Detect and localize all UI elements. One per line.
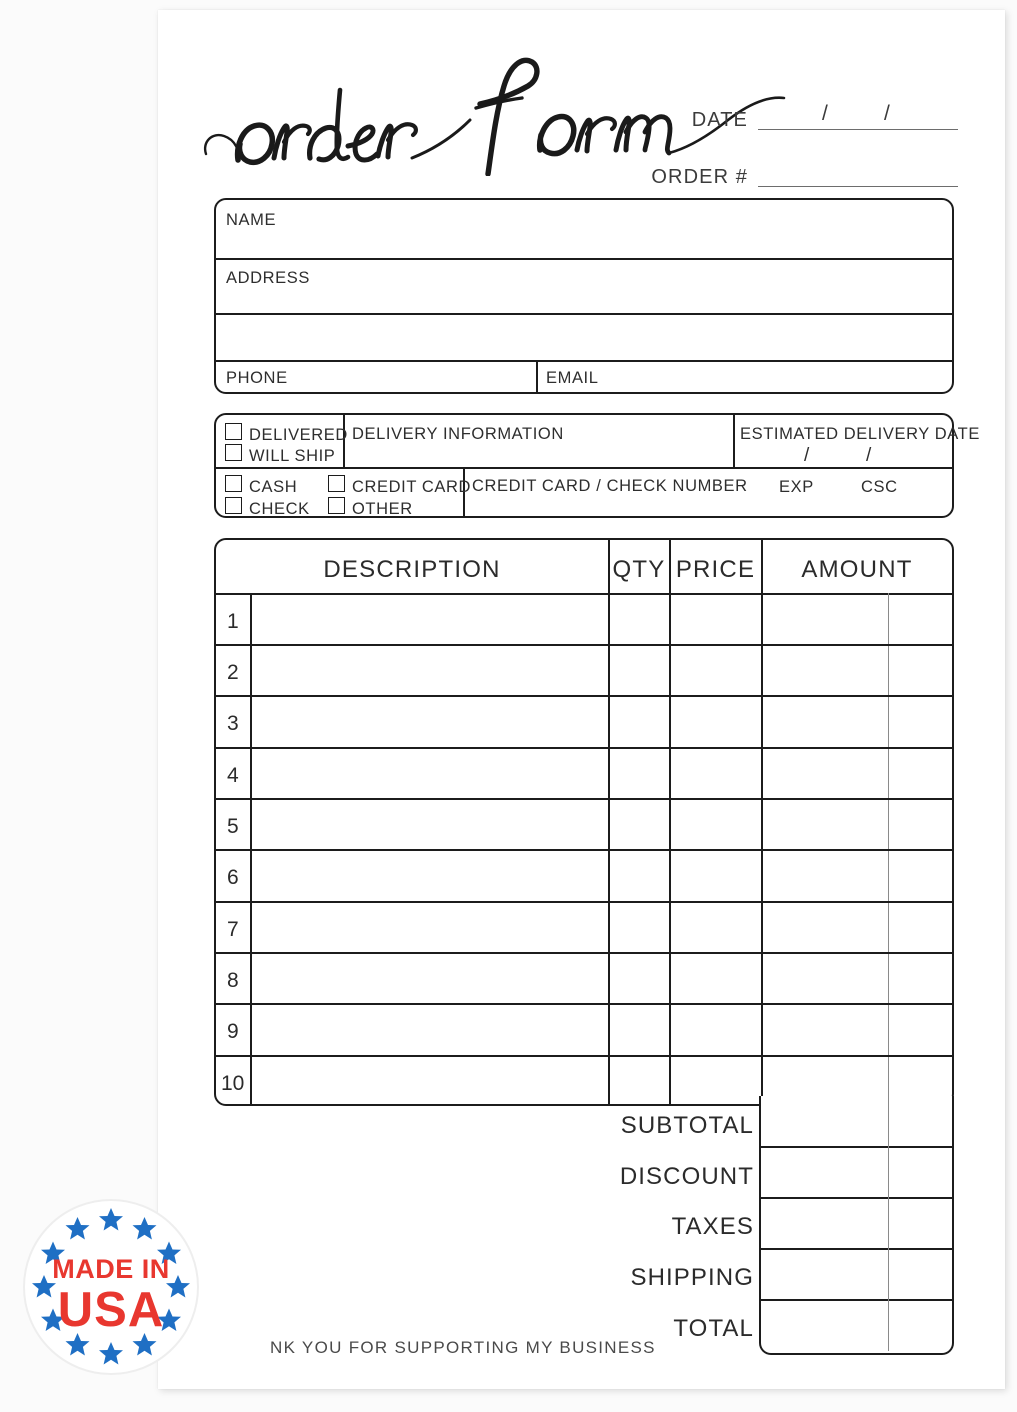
date-input-line[interactable] xyxy=(758,102,958,130)
column-header-description: DESCRIPTION xyxy=(323,556,501,583)
row-number-2: 2 xyxy=(227,661,239,684)
delivery-payment-box xyxy=(214,413,980,518)
row-number-8: 8 xyxy=(227,969,239,992)
cell-description-8[interactable] xyxy=(252,954,606,1002)
other-checkbox[interactable] xyxy=(328,497,345,514)
cell-price-9[interactable] xyxy=(671,1005,760,1053)
cell-price-2[interactable] xyxy=(671,646,760,694)
date-field-row xyxy=(638,102,958,131)
cell-amount-7[interactable] xyxy=(763,903,887,951)
date-separators xyxy=(758,102,958,126)
csc-label: CSC xyxy=(861,478,898,496)
totals-label-discount: DISCOUNT xyxy=(619,1163,754,1190)
cell-description-5[interactable] xyxy=(252,800,606,848)
made-in-usa-badge xyxy=(22,1198,200,1376)
totals-value-subtotal[interactable] xyxy=(761,1096,952,1144)
card-number-label: CREDIT CARD / CHECK NUMBER xyxy=(472,477,748,495)
will-ship-checkbox[interactable] xyxy=(225,444,242,461)
check-checkbox[interactable] xyxy=(225,497,242,514)
cell-qty-2[interactable] xyxy=(610,646,668,694)
cash-label: CASH xyxy=(249,478,298,496)
address-label: ADDRESS xyxy=(226,269,310,287)
cell-description-9[interactable] xyxy=(252,1005,606,1053)
cell-price-3[interactable] xyxy=(671,697,760,745)
totals-value-shipping[interactable] xyxy=(761,1250,952,1298)
cell-qty-5[interactable] xyxy=(610,800,668,848)
customer-info-box xyxy=(214,198,954,394)
row-number-10: 10 xyxy=(221,1072,245,1095)
totals-value-total[interactable] xyxy=(761,1301,952,1349)
cell-amount-5[interactable] xyxy=(763,800,887,848)
cell-amount-2[interactable] xyxy=(763,646,887,694)
cell-description-6[interactable] xyxy=(252,851,606,899)
svg-text:USA: USA xyxy=(57,1283,165,1337)
cell-price-5[interactable] xyxy=(671,800,760,848)
email-input[interactable] xyxy=(538,362,952,392)
cell-qty-4[interactable] xyxy=(610,749,668,797)
cell-amount-9[interactable] xyxy=(763,1005,887,1053)
date-label: DATE xyxy=(691,109,748,131)
cell-amount-6[interactable] xyxy=(763,851,887,899)
phone-input[interactable] xyxy=(216,362,534,392)
cell-price-6[interactable] xyxy=(671,851,760,899)
credit-card-checkbox[interactable] xyxy=(328,475,345,492)
order-number-input-line[interactable] xyxy=(758,163,958,187)
cell-description-10[interactable] xyxy=(252,1057,606,1105)
totals-label-shipping: SHIPPING xyxy=(630,1264,754,1291)
cell-qty-9[interactable] xyxy=(610,1005,668,1053)
row-number-7: 7 xyxy=(227,918,239,941)
delivered-label: DELIVERED xyxy=(249,426,348,444)
cell-amount-3[interactable] xyxy=(763,697,887,745)
estimated-delivery-date-input[interactable] xyxy=(735,443,951,466)
totals-box xyxy=(759,1096,954,1355)
cell-description-7[interactable] xyxy=(252,903,606,951)
row-number-9: 9 xyxy=(227,1020,239,1043)
estimated-date-separator-2: / xyxy=(866,445,872,466)
totals-value-discount[interactable] xyxy=(761,1148,952,1196)
order-number-field-row xyxy=(598,163,958,187)
cell-price-4[interactable] xyxy=(671,749,760,797)
delivered-checkbox[interactable] xyxy=(225,423,242,440)
cell-amount-4[interactable] xyxy=(763,749,887,797)
exp-input[interactable] xyxy=(771,497,841,516)
name-label: NAME xyxy=(226,211,277,229)
order-number-label: ORDER # xyxy=(651,166,748,188)
cell-description-1[interactable] xyxy=(252,595,606,643)
row-number-4: 4 xyxy=(227,764,239,787)
cell-amount-1[interactable] xyxy=(763,595,887,643)
delivery-payment-divider xyxy=(216,467,952,469)
estimated-date-separator-1: / xyxy=(804,445,810,466)
exp-label: EXP xyxy=(779,478,814,496)
column-header-amount: AMOUNT xyxy=(801,556,913,583)
estimated-delivery-date-label: ESTIMATED DELIVERY DATE xyxy=(740,425,980,443)
address-input-line-1[interactable] xyxy=(216,260,952,311)
name-input[interactable] xyxy=(216,200,952,256)
card-number-input[interactable] xyxy=(465,497,765,516)
cell-description-2[interactable] xyxy=(252,646,606,694)
cell-price-10[interactable] xyxy=(671,1057,760,1105)
will-ship-label: WILL SHIP xyxy=(249,447,336,465)
row-number-3: 3 xyxy=(227,712,239,735)
cell-amount-8[interactable] xyxy=(763,954,887,1002)
date-separator-2: / xyxy=(884,102,890,125)
cell-qty-6[interactable] xyxy=(610,851,668,899)
order-form-paper xyxy=(158,10,1005,1389)
row-number-5: 5 xyxy=(227,815,239,838)
cell-description-3[interactable] xyxy=(252,697,606,745)
other-label: OTHER xyxy=(352,500,413,518)
address-input-line-2[interactable] xyxy=(216,315,952,358)
row-number-1: 1 xyxy=(227,610,239,633)
check-label: CHECK xyxy=(249,500,310,518)
totals-label-subtotal: SUBTOTAL xyxy=(620,1112,754,1139)
cash-checkbox[interactable] xyxy=(225,475,242,492)
delivery-information-label: DELIVERY INFORMATION xyxy=(352,425,564,443)
row-number-6: 6 xyxy=(227,866,239,889)
items-table xyxy=(214,538,954,1106)
delivery-information-input[interactable] xyxy=(345,445,731,466)
cell-description-4[interactable] xyxy=(252,749,606,797)
totals-value-taxes[interactable] xyxy=(761,1199,952,1247)
cell-qty-7[interactable] xyxy=(610,903,668,951)
totals-label-taxes: TAXES xyxy=(671,1213,754,1240)
credit-card-label: CREDIT CARD xyxy=(352,478,472,496)
cell-qty-3[interactable] xyxy=(610,697,668,745)
cell-price-1[interactable] xyxy=(671,595,760,643)
cell-price-8[interactable] xyxy=(671,954,760,1002)
cell-qty-1[interactable] xyxy=(610,595,668,643)
column-header-qty: QTY xyxy=(612,556,666,583)
totals-label-total: TOTAL xyxy=(673,1315,754,1342)
svg-text:MADE IN: MADE IN xyxy=(52,1254,170,1284)
column-header-price: PRICE xyxy=(675,556,756,583)
cell-qty-8[interactable] xyxy=(610,954,668,1002)
email-label: EMAIL xyxy=(546,369,599,387)
footer-message: NK YOU FOR SUPPORTING MY BUSINESS xyxy=(270,1338,656,1357)
date-separator-1: / xyxy=(822,102,828,125)
cell-qty-10[interactable] xyxy=(610,1057,668,1105)
cell-price-7[interactable] xyxy=(671,903,760,951)
csc-input[interactable] xyxy=(853,497,923,516)
phone-label: PHONE xyxy=(226,369,288,387)
